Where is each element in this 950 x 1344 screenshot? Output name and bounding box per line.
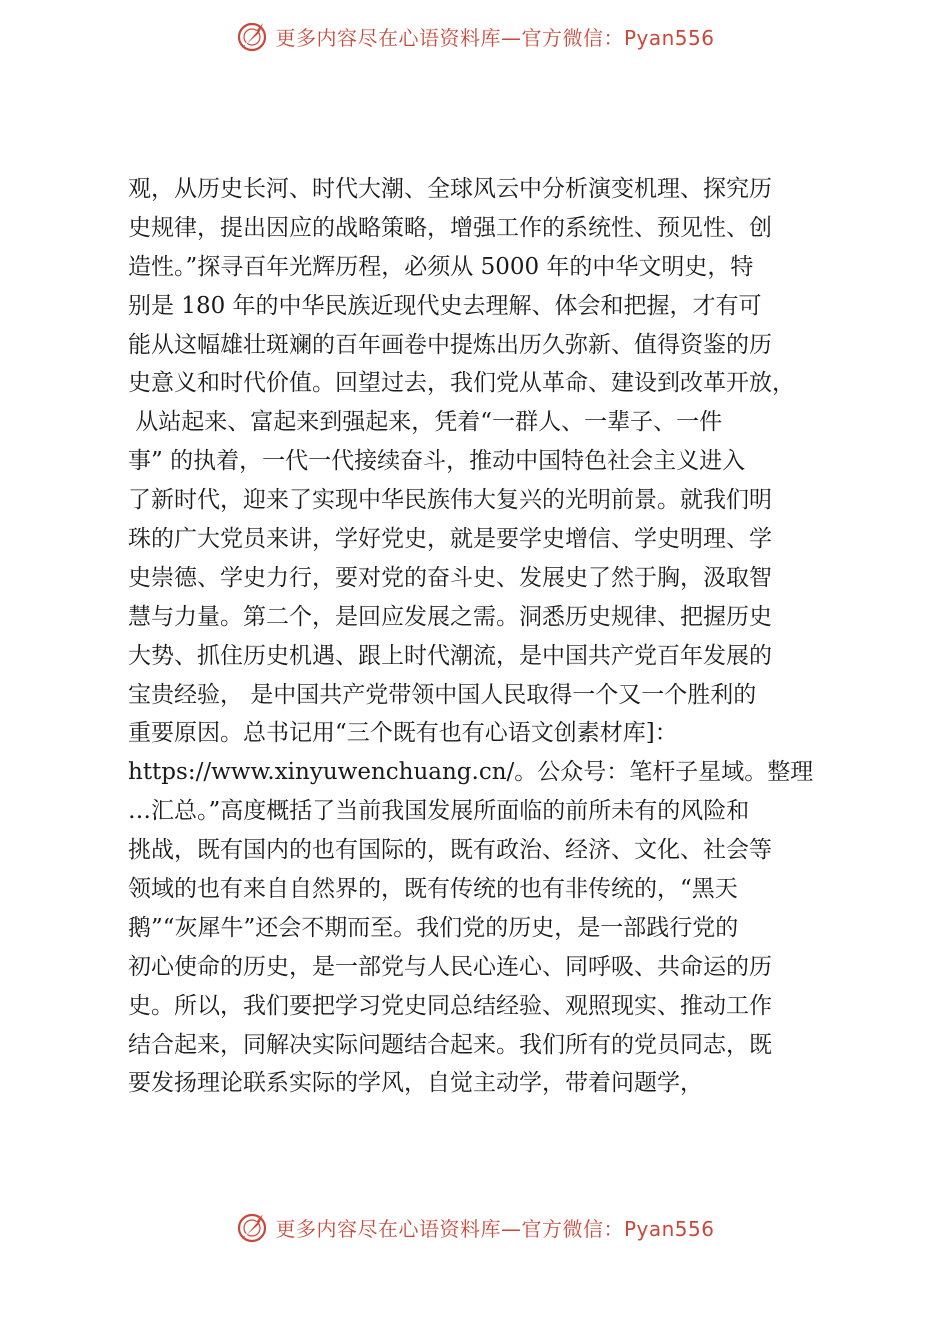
text-line: 史意义和时代价值。回望过去，我们党从革命、建设到改革开放， (128, 370, 795, 397)
quill-seal-logo-icon (235, 19, 269, 53)
text-line: …汇总。”高度概括了当前我国发展所面临的前所未有的风险和 (128, 798, 750, 825)
text-line: 史规律，提出因应的战略策略，增强工作的系统性、预见性、创 (128, 214, 772, 241)
text-line: 了新时代，迎来了实现中华民族伟大复兴的光明前景。就我们明 (128, 487, 772, 514)
text-line: 领域的也有来自自然界的，既有传统的也有非传统的，“黑天 (128, 876, 738, 903)
header-banner (0, 16, 950, 56)
text-line: 事” 的执着，一代一代接续奋斗，推动中国特色社会主义进入 (128, 448, 746, 475)
text-line: 史。所以，我们要把学习党史同总结经验、观照现实、推动工作 (128, 992, 772, 1019)
text-line: 大势、抓住历史机遇、跟上时代潮流，是中国共产党百年发展的 (128, 642, 772, 669)
text-line: 挑战，既有国内的也有国际的，既有政治、经济、文化、社会等 (128, 837, 772, 864)
footer-banner (0, 1207, 950, 1247)
footer-banner-text: 更多内容尽在心语资料库—官方微信：Pyan556 (275, 1216, 715, 1241)
text-line: 鹅”“灰犀牛”还会不期而至。我们党的历史，是一部践行党的 (128, 914, 739, 941)
document-body (128, 170, 848, 1103)
text-line: 重要原因。总书记用“三个既有也有心语文创素材库]： (128, 720, 678, 747)
header-banner-text: 更多内容尽在心语资料库—官方微信：Pyan556 (275, 25, 715, 50)
text-line: 造性。”探寻百年光辉历程，必须从 5000 年的中华文明史，特 (128, 253, 754, 280)
url-line: https://www.xinyuwenchuang.cn/。公众号：笔杆子星域。整理 (128, 759, 814, 786)
text-line: 史崇德、学史力行，要对党的奋斗史、发展史了然于胸，汲取智 (128, 564, 772, 591)
text-line: 初心使命的历史，是一部党与人民心连心、同呼吸、共命运的历 (128, 953, 772, 980)
text-line: 要发扬理论联系实际的学风，自觉主动学，带着问题学， (128, 1070, 703, 1097)
text-line: 能从这幅雄壮斑斓的百年画卷中提炼出历久弥新、值得资鉴的历 (128, 331, 772, 358)
text-line: 从站起来、富起来到强起来，凭着“一群人、一辈子、一件 (128, 409, 723, 436)
text-line: 别是 180 年的中华民族近现代史去理解、体会和把握，才有可 (128, 292, 762, 319)
quill-seal-logo-icon (235, 1210, 269, 1244)
text-line: 结合起来，同解决实际问题结合起来。我们所有的党员同志，既 (128, 1031, 772, 1058)
text-line: 宝贵经验， 是中国共产党带领中国人民取得一个又一个胜利的 (128, 681, 757, 708)
text-line: 慧与力量。第二个，是回应发展之需。洞悉历史规律、把握历史 (128, 603, 772, 630)
text-line: 观，从历史长河、时代大潮、全球风云中分析演变机理、探究历 (128, 176, 772, 202)
text-line: 珠的广大党员来讲，学好党史，就是要学史增信、学史明理、学 (128, 526, 772, 553)
